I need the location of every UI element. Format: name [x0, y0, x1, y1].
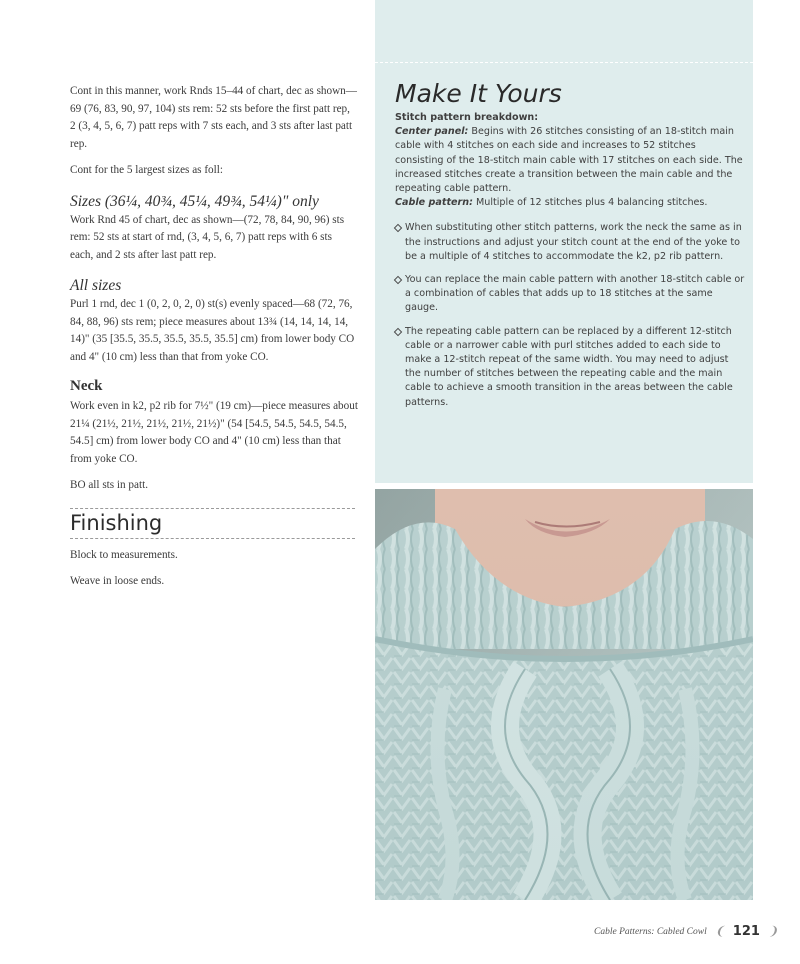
diamond-bullet-icon [394, 224, 402, 232]
paragraph-block: Block to measurements. [70, 548, 178, 561]
page-number: 121 [732, 924, 760, 939]
cable-pattern-label: Cable pattern: [395, 197, 473, 209]
laurel-left-icon: ❨ [714, 924, 725, 938]
sidebar-subtitle: Stitch pattern breakdown: [395, 112, 539, 123]
diamond-bullet-icon [394, 327, 402, 335]
heading-neck: Neck [70, 378, 103, 394]
page-footer [594, 924, 778, 939]
tip-item [395, 273, 747, 316]
tip-text: You can replace the main cable pattern with another 18-stitch cable or a combination of cables that adds up to 18 stitches at the same gauge. [405, 274, 745, 314]
tips-list [395, 221, 747, 409]
cowl-photo [375, 489, 753, 900]
center-panel-note [395, 125, 747, 196]
paragraph-purl-round: Purl 1 rnd, dec 1 (0, 2, 0, 2, 0) st(s) evenly spaced—68 (72, 76, 84, 88, 96) sts rem; piece measures about 13¾ (14, 14, 14, 14, 14)" (35 [35.5, 35.5, 35.5, 35.5, 35.5] cm) from lower body CO and 4" (10 cm) less than that from yoke CO. [70, 298, 355, 363]
cable-pattern-note [395, 196, 747, 210]
cowl-photo-illustration [375, 489, 753, 900]
make-it-yours-sidebar [375, 0, 753, 483]
tip-item [395, 221, 747, 264]
cable-pattern-text: Multiple of 12 stitches plus 4 balancing stitches. [472, 197, 708, 209]
running-title: Cable Patterns: Cabled Cowl [594, 926, 707, 937]
tip-text: When substituting other stitch patterns, work the neck the same as in the instructions and adjust your stitch count at the end of the yoke to be a multiple of 4 stitches to accommodate the k2, p2 rib pattern. [405, 222, 742, 262]
center-panel-text: Begins with 26 stitches consisting of an 18-stitch main cable with 4 stitches on each side and increases to 52 stitches consisting of the 18-stitch main cable with 17 stitches on each side. The increased stitches create a transition between the main cable and the repeating cable pattern. [395, 126, 743, 195]
sidebar-body [395, 111, 747, 419]
tip-text: The repeating cable pattern can be replaced by a different 12-stitch cable or a narrower cable with purl stitches added to each side to make a 12-stitch repeat of the same width. You may need to adjust the number of stitches between the repeating cable and the main cable to achieve a smooth transition in the areas between the cable patterns. [405, 325, 733, 408]
paragraph-bind-off: BO all sts in patt. [70, 479, 149, 491]
diamond-bullet-icon [394, 276, 402, 284]
paragraph-rnds-15-44: Cont in this manner, work Rnds 15–44 of chart, dec as shown—69 (76, 83, 90, 97, 104) sts rem: 52 sts before the first patt rep, 2 (3, 4, 5, 6, 7) patt reps with 7 sts each, and 3 sts after last patt rep. [70, 85, 357, 150]
tip-item [395, 325, 747, 410]
center-panel-label: Center panel: [395, 126, 469, 138]
heading-all-sizes: All sizes [70, 277, 122, 294]
paragraph-weave: Weave in loose ends. [70, 575, 165, 587]
laurel-right-icon: ❩ [767, 924, 778, 938]
paragraph-neck-rib: Work even in k2, p2 rib for 7½" (19 cm)—piece measures about 21¼ (21½, 21½, 21½, 21½, 21½)" (54 [54.5, 54.5, 54.5, 54.5, 54.5] cm) from lower body CO and 4" (10 cm) less than that from yoke CO. [70, 400, 358, 465]
sidebar-title: Make It Yours [395, 79, 562, 108]
paragraph-largest-sizes: Cont for the 5 largest sizes as foll: [70, 164, 223, 176]
heading-sizes-only: Sizes (36¼, 40¾, 45¼, 49¾, 54¼)" only [70, 192, 319, 210]
instructions-column [70, 83, 358, 600]
sidebar-divider [375, 62, 753, 63]
paragraph-rnd-45: Work Rnd 45 of chart, dec as shown—(72, 78, 84, 90, 96) sts rem: 52 sts at start of rnd, (3, 4, 5, 6, 7) patt reps with 6 sts each, and 2 sts after last patt rep. [70, 213, 345, 261]
heading-finishing: Finishing [70, 508, 355, 539]
